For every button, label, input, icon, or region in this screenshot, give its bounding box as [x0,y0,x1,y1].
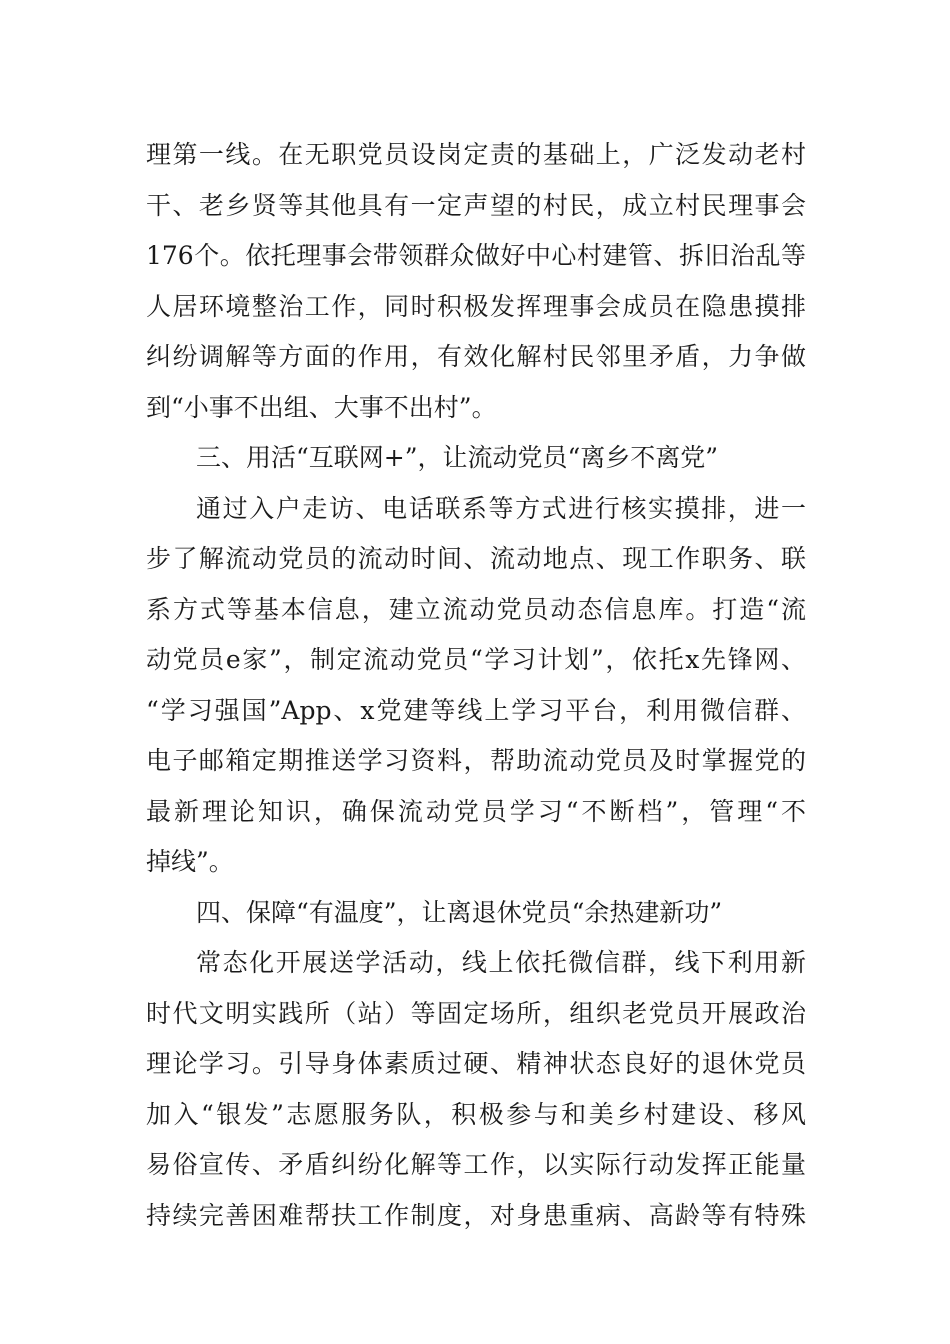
paragraph-line: 干、老乡贤等其他具有一定声望的村民，成立村民理事会 [146,190,806,220]
paragraph-line: 176个。依托理事会带领群众做好中心村建管、拆旧治乱等 [146,241,806,270]
paragraph-line: 动党员e家”，制定流动党员“学习计划”，依托x先锋网、 [146,645,806,674]
paragraph-line: 掉线”。 [146,847,234,876]
paragraph-line: “学习强国”App、x党建等线上学习平台，利用微信群、 [146,695,806,725]
paragraph-line: 纠纷调解等方面的作用，有效化解村民邻里矛盾，力争做 [146,342,806,371]
paragraph-line: 最新理论知识，确保流动党员学习“不断档”，管理“不 [146,796,806,826]
paragraph-line: 理第一线。在无职党员设岗定责的基础上，广泛发动老村 [146,140,806,169]
paragraph-line: 通过入户走访、电话联系等方式进行核实摸排，进一 [196,493,806,523]
paragraph-line: 常态化开展送学活动，线上依托微信群，线下利用新 [196,948,806,977]
section-heading: 三、用活“互联网+”，让流动党员“离乡不离党” [196,443,719,472]
paragraph-line: 步了解流动党员的流动时间、流动地点、现工作职务、联 [146,544,806,573]
paragraph-line: 人居环境整治工作，同时积极发挥理事会成员在隐患摸排 [146,291,806,321]
section-heading: 四、保障“有温度”，让离退休党员“余热建新功” [196,897,723,927]
paragraph-line: 时代文明实践所（站）等固定场所，组织老党员开展政治 [146,998,806,1028]
paragraph-line: 理论学习。引导身体素质过硬、精神状态良好的退休党员 [146,1049,806,1078]
document-body [146,130,806,1241]
paragraph-line: 到“小事不出组、大事不出村”。 [146,392,497,422]
paragraph-line: 持续完善困难帮扶工作制度，对身患重病、高龄等有特殊 [146,1200,806,1230]
paragraph-line: 易俗宣传、矛盾纠纷化解等工作，以实际行动发挥正能量 [146,1150,806,1179]
paragraph-line: 系方式等基本信息，建立流动党员动态信息库。打造“流 [146,594,806,624]
paragraph-line: 电子邮箱定期推送学习资料，帮助流动党员及时掌握党的 [146,746,806,775]
paragraph-line: 加入“银发”志愿服务队，积极参与和美乡村建设、移风 [146,1099,806,1129]
